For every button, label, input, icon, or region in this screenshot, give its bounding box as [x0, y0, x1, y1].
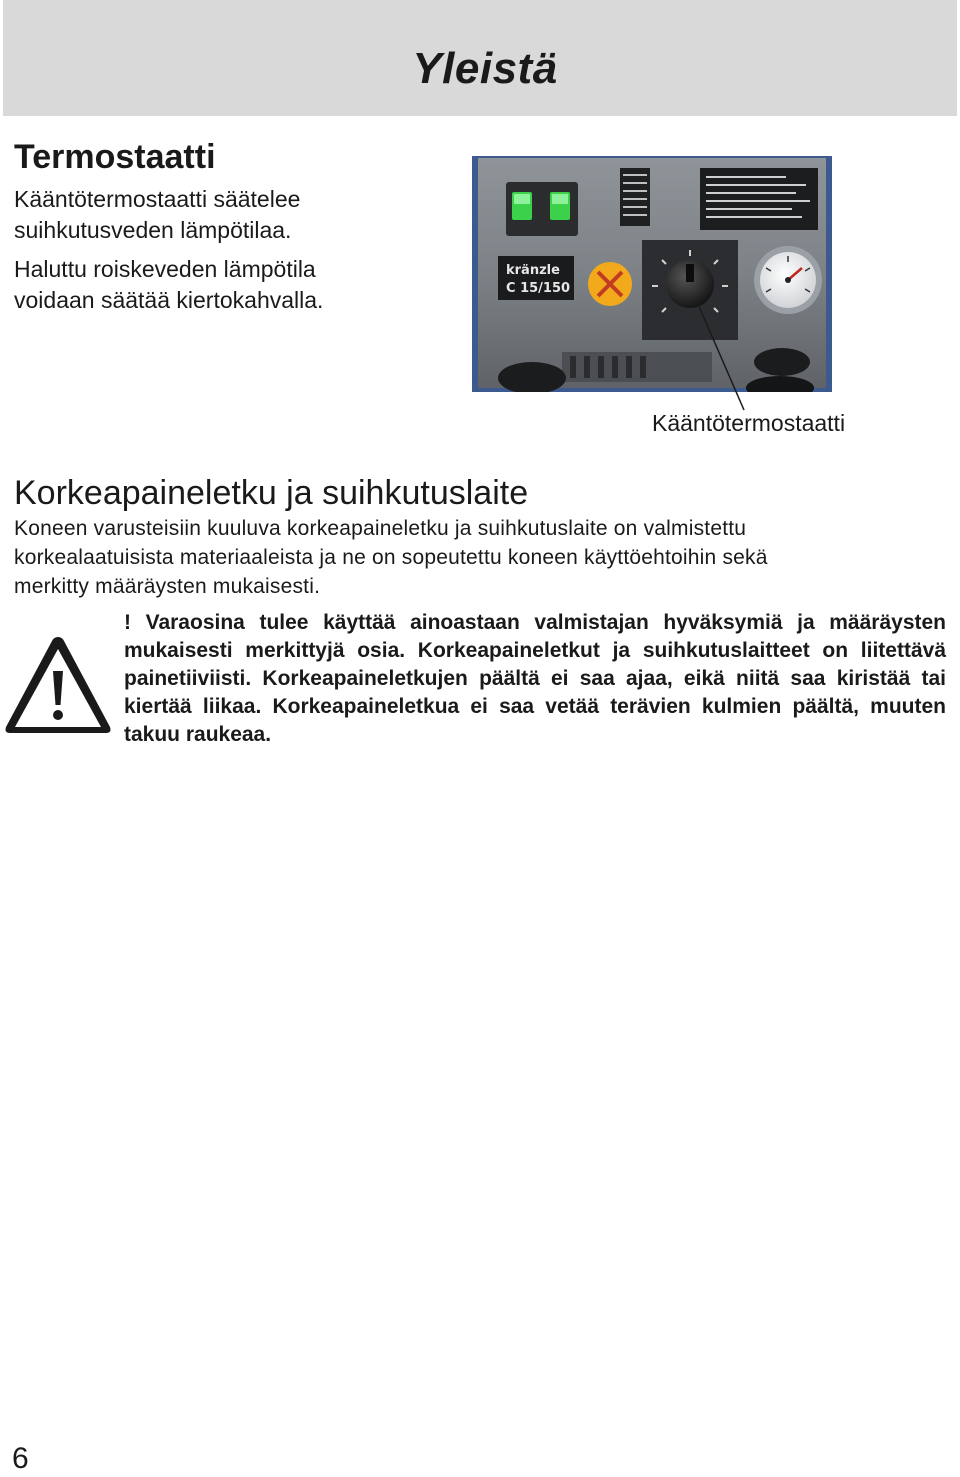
thermostat-paragraph-2: Haluttu roiskeveden lämpötila voidaan säätää kiertokahvalla. — [14, 256, 324, 313]
section-heading-hose: Korkeapaineletku ja suihkutuslaite — [14, 474, 529, 512]
machine-control-panel-photo — [472, 156, 832, 392]
photo-caption: Kääntötermostaatti — [652, 410, 846, 436]
hose-paragraph: Koneen varusteisiin kuuluva korkeapaineletku ja suihkutuslaite on valmistettu korkealaatuisista materiaaleista ja ne on sopeutettu koneen käyttöehtoihin sekä merkitty määräysten mukaisesti. — [14, 517, 768, 598]
section-heading-thermostat: Termostaatti — [14, 138, 216, 176]
page-number: 6 — [12, 1442, 29, 1475]
model-label: C 15/150 — [506, 281, 571, 296]
page-title: Yleistä — [412, 44, 558, 93]
warning-triangle-icon — [2, 633, 114, 737]
page-header — [3, 0, 957, 116]
thermostat-paragraph-1: Kääntötermostaatti säätelee suihkutusveden lämpötilaa. — [14, 186, 301, 243]
brand-label: kränzle — [506, 263, 560, 278]
warning-paragraph: ! Varaosina tulee käyttää ainoastaan valmistajan hyväksymiä ja määräysten mukaisesti merkittyjä osia. Korkeapaineletkut ja suihkutuslaitteet on liitettävä painetiiviisti. Korkeapaineletkujen päältä ei saa ajaa, eikä niitä saa kiristää tai kiertää liikaa. Korkeapaineletkua ei saa vetää terävien kulmien päältä, muuten takuu raukeaa. — [124, 611, 946, 746]
